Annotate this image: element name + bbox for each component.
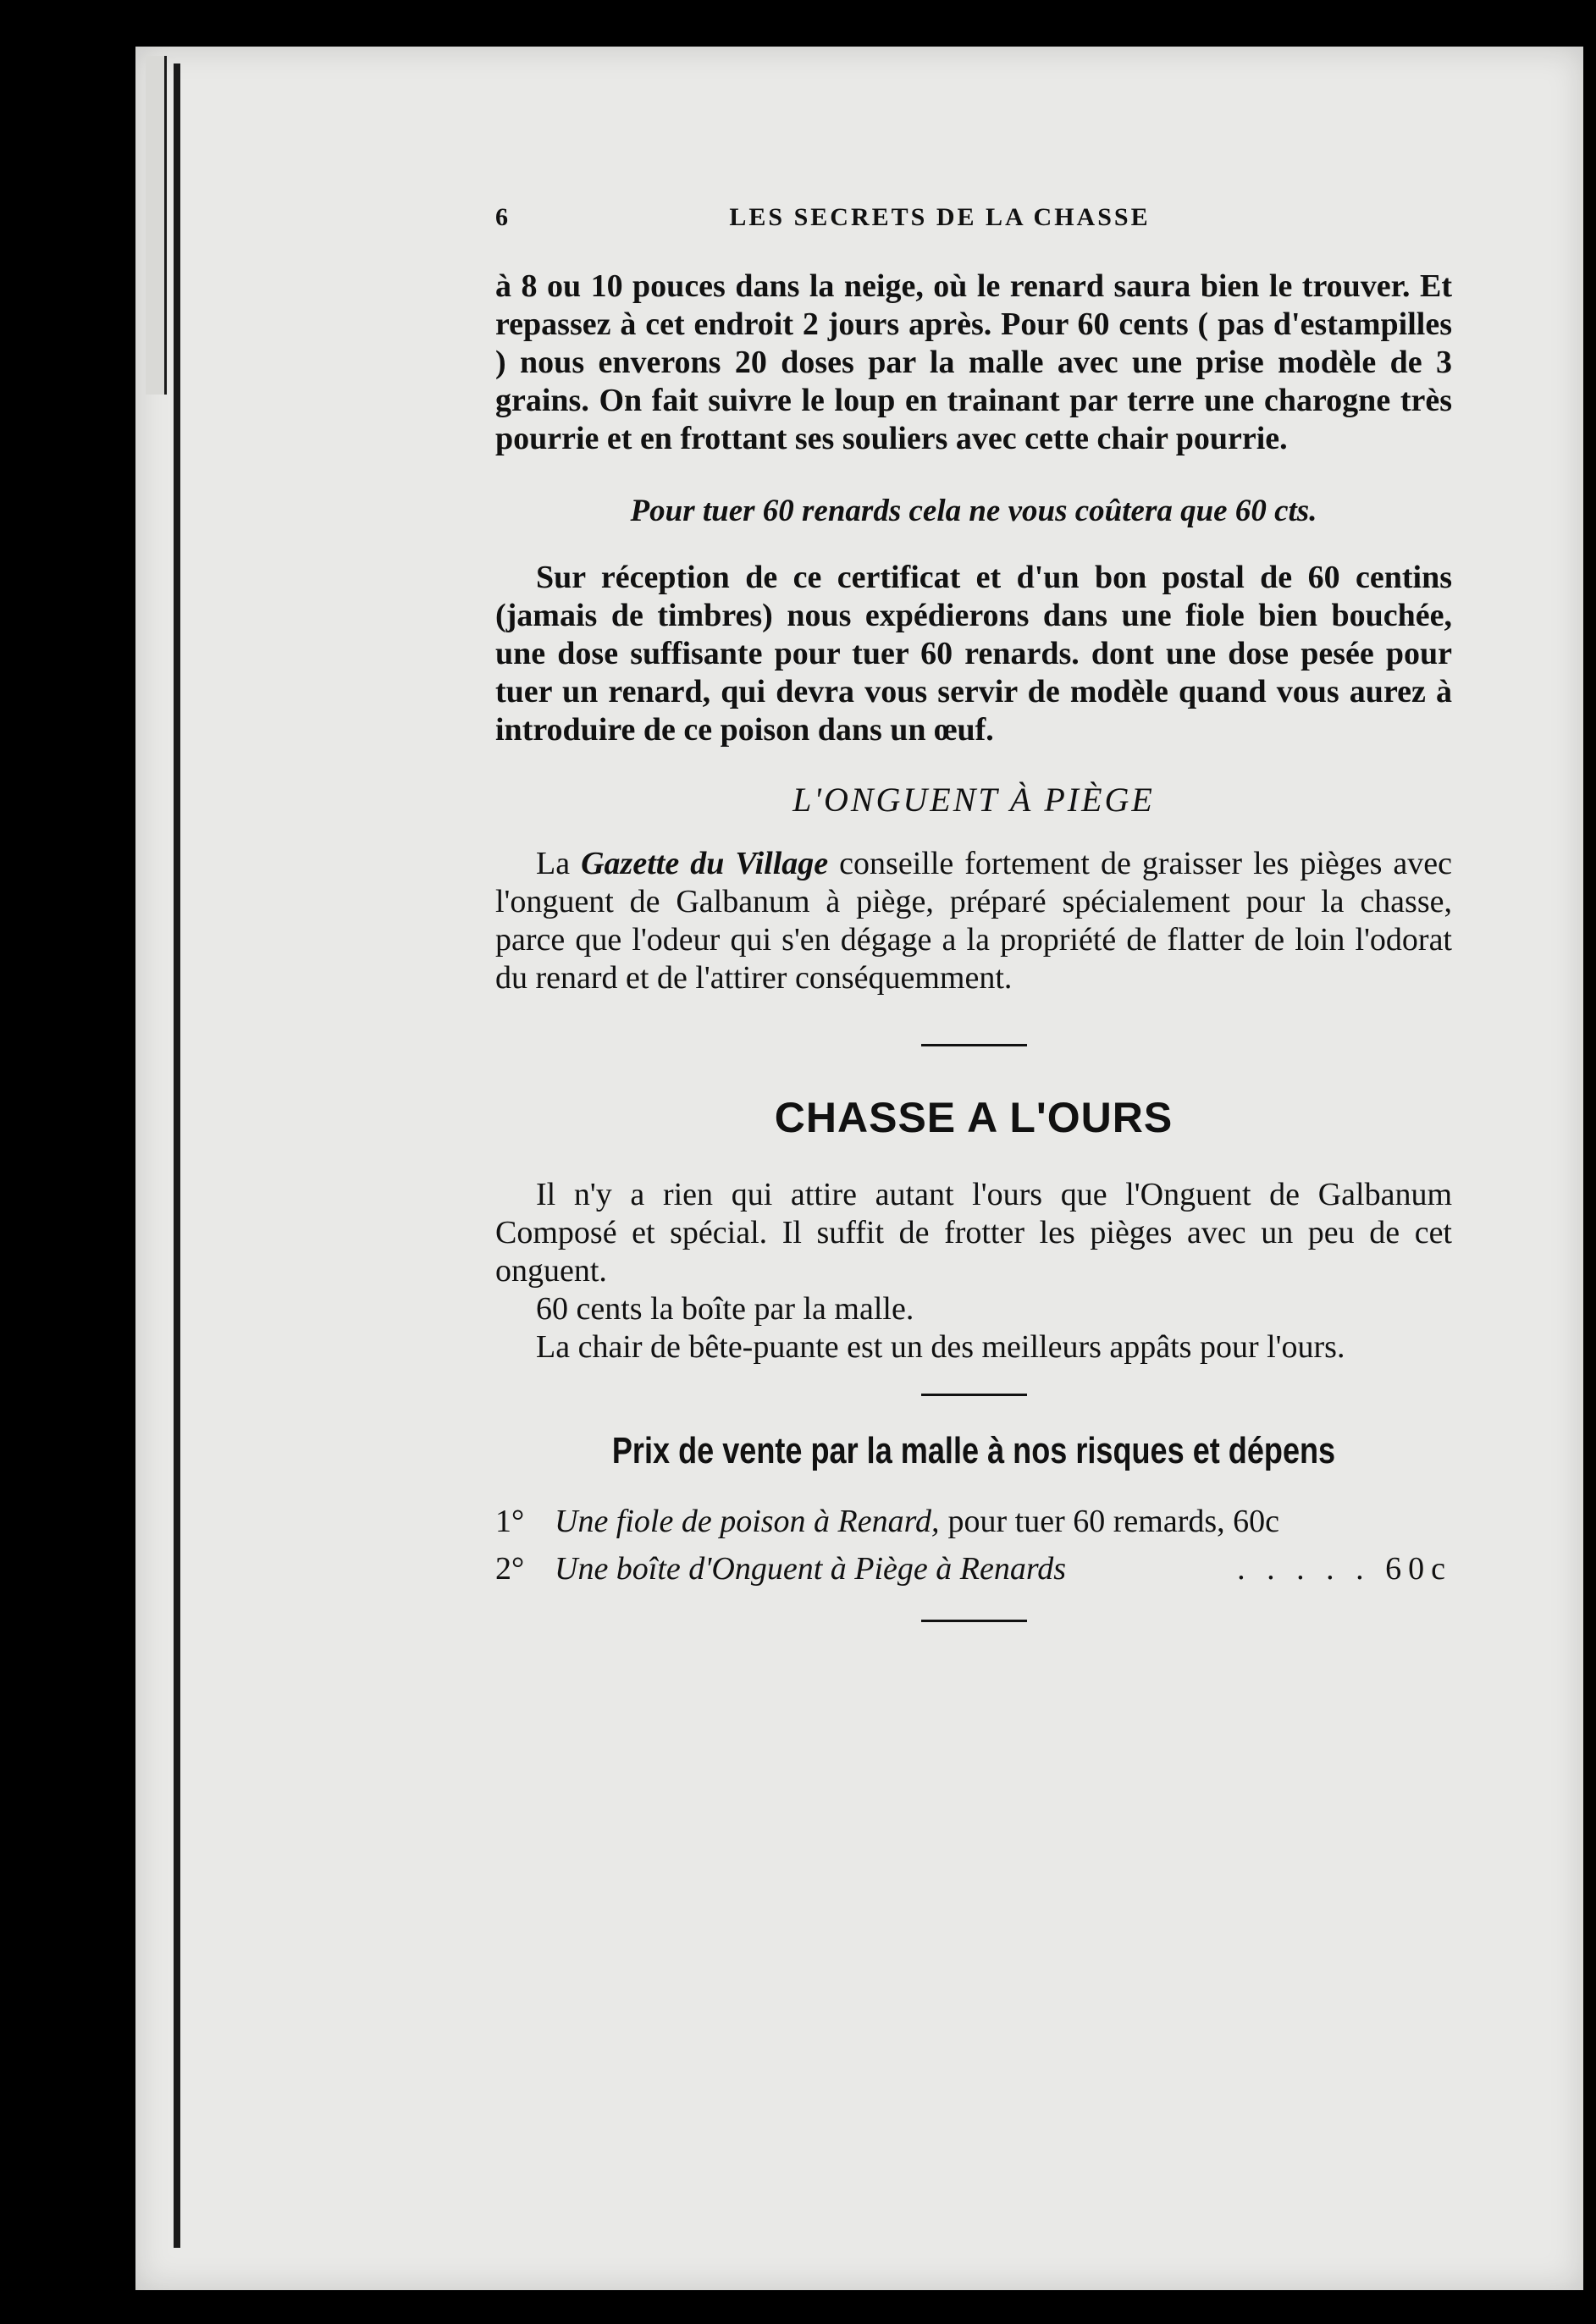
price-item-detail: pour tuer 60 remards, 60c — [947, 1504, 1280, 1539]
section-divider — [921, 1044, 1027, 1046]
price-list-item — [495, 1498, 1452, 1545]
onguent-paragraph — [495, 845, 1452, 997]
price-item-dots: . . . . . 60c — [1237, 1551, 1452, 1587]
adjacent-page-edge — [146, 56, 167, 395]
page-content — [495, 203, 1452, 1656]
gazette-name: Gazette du Village — [581, 846, 829, 881]
running-header — [495, 203, 1452, 232]
certificate-paragraph: Sur réception de ce certificat et d'un bon postal de 60 centins (jamais de timbres) nous expédierons dans une fiole bien bouchée, une dose suffisante pour tuer 60 renards. dont une dose pesée pour tuer un renard, qui devra vous servir de modèle quand vous aurez à introduire de ce poison dans un œuf. — [495, 560, 1452, 748]
running-title: LES SECRETS DE LA CHASSE — [729, 203, 1151, 231]
price-item-name: Une boîte d'Onguent à Piège à Renards — [555, 1551, 1067, 1587]
onguent-section-title: L'ONGUENT À PIÈGE — [792, 781, 1155, 819]
page-number: 6 — [495, 203, 511, 231]
bear-paragraph-3: La chair de bête-puante est un des meilleurs appâts pour l'ours. — [536, 1329, 1345, 1365]
price-list-title: Prix de vente par la malle à nos risques et dépens — [611, 1430, 1336, 1471]
price-item-number: 2° — [495, 1551, 525, 1587]
bear-section-title: CHASSE A L'OURS — [774, 1094, 1174, 1141]
price-list-item — [495, 1545, 1452, 1593]
section-divider-3 — [921, 1620, 1027, 1622]
onguent-text-prefix: La — [536, 846, 582, 881]
bear-paragraph-1: Il n'y a rien qui attire autant l'ours que l'Onguent de Galbanum Composé et spécial. Il suffit de frotter les pièges avec un peu de cet onguent. — [495, 1177, 1452, 1289]
onguent-text-rest: conseille fortement de graisser les pièges avec l'onguent de Galbanum à piège, préparé spécialement pour la chasse, parce que l'odeur qui s'en dégage a la propriété de flatter de loin l'odorat du renard et de l'attirer conséquemment. — [495, 846, 1453, 996]
price-item-number: 1° — [495, 1504, 525, 1539]
binding-shadow — [174, 63, 180, 2248]
bear-paragraph-2: 60 cents la boîte par la malle. — [536, 1291, 914, 1327]
price-note: Pour tuer 60 renards cela ne vous coûtera que 60 cts. — [630, 494, 1317, 528]
price-item-name: Une fiole de poison à Renard, — [555, 1504, 940, 1539]
section-divider-2 — [921, 1394, 1027, 1396]
intro-paragraph: à 8 ou 10 pouces dans la neige, où le renard saura bien le trouver. Et repassez à cet endroit 2 jours après. Pour 60 cents ( pas d'estampilles ) nous enverons 20 doses par la malle avec une prise modèle de 3 grains. On fait suivre le loup en trainant par terre une charogne très pourrie et en frottant ses souliers avec cette chair pourrie. — [495, 268, 1452, 456]
